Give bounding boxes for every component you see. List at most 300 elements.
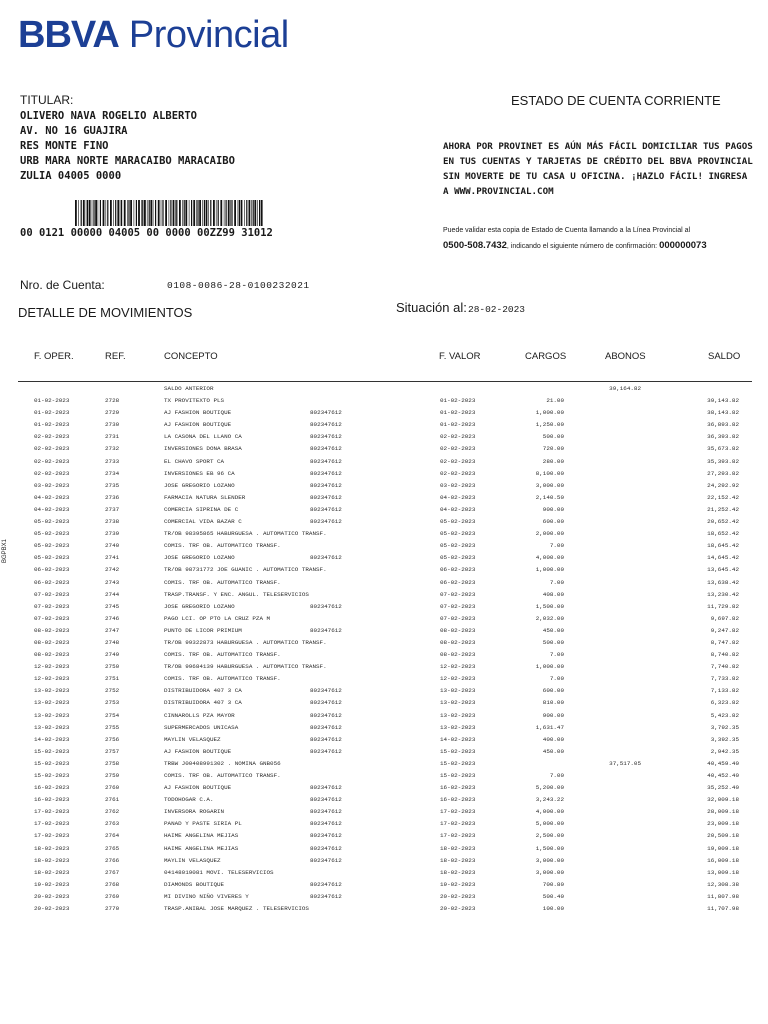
cell-cargo: 1,000.00 — [535, 409, 564, 417]
cell-ref: 2770 — [105, 905, 120, 913]
cell-concepto: TX PROVITEXTO PLS — [164, 397, 225, 405]
cell-saldo: 24,292.92 — [707, 481, 739, 489]
barcode-bar — [78, 200, 79, 226]
column-header-cargos: CARGOS — [525, 351, 567, 362]
cell-concepto: INVERSORA ROGARIN — [164, 808, 225, 816]
barcode-bar — [185, 200, 187, 226]
cell-fecha-valor: 17-02-2023 — [440, 820, 476, 828]
barcode-bar — [155, 200, 156, 226]
barcode-bar — [81, 200, 82, 226]
table-row — [0, 891, 768, 903]
cell-ref: 2769 — [105, 892, 120, 900]
barcode-bar — [106, 200, 107, 226]
cell-fecha-oper: 01-02-2023 — [34, 397, 70, 405]
table-row — [0, 722, 768, 734]
cell-saldo: 23,009.18 — [707, 820, 739, 828]
cell-cargo: 600.00 — [542, 687, 564, 695]
column-header-fecha-oper: F. OPER. — [34, 351, 74, 362]
cell-ref: 2745 — [105, 602, 120, 610]
barcode-bar — [107, 200, 108, 226]
table-row — [0, 770, 768, 782]
cell-fecha-valor: 08-02-2023 — [440, 626, 476, 634]
table-row — [0, 818, 768, 830]
cell-codigo: 802347612 — [310, 844, 342, 852]
cell-fecha-valor: 20-02-2023 — [440, 905, 476, 913]
cell-fecha-oper: 13-02-2023 — [34, 723, 70, 731]
barcode-bar — [176, 200, 177, 226]
cell-ref: 2729 — [105, 409, 120, 417]
cell-saldo: 35,393.82 — [707, 457, 739, 465]
table-row — [0, 601, 768, 613]
validate-mid-text: , indicando el siguiente número de confirmación: — [506, 243, 658, 250]
table-row — [0, 383, 768, 395]
cell-ref: 2758 — [105, 759, 120, 767]
cell-saldo: 3,792.35 — [710, 723, 739, 731]
cell-codigo: 802347612 — [310, 735, 342, 743]
cell-fecha-oper: 07-02-2023 — [34, 614, 70, 622]
cell-concepto: MAYLIN VELASQUEZ — [164, 735, 221, 743]
cell-saldo: 13,638.42 — [707, 578, 739, 586]
barcode-bar — [121, 200, 122, 226]
barcode-bar — [231, 200, 232, 226]
cell-fecha-oper: 16-02-2023 — [34, 784, 70, 792]
cell-fecha-oper: 17-02-2023 — [34, 808, 70, 816]
cell-codigo: 802347612 — [310, 493, 342, 501]
cell-fecha-oper: 05-02-2023 — [34, 554, 70, 562]
cell-concepto: SUPERMERCADOS UNICASA — [164, 723, 239, 731]
cell-concepto: MAYLIN VELASQUEZ — [164, 856, 221, 864]
validate-phone: 0500-508.7432 — [443, 240, 507, 251]
barcode-bar — [147, 200, 148, 226]
cell-fecha-valor: 01-02-2023 — [440, 421, 476, 429]
cell-cargo: 2,500.00 — [535, 832, 564, 840]
cell-saldo: 7,733.82 — [710, 675, 739, 683]
barcode-bar — [196, 200, 197, 226]
cell-concepto: DIAMONDS BOUTIQUE — [164, 880, 225, 888]
table-row — [0, 697, 768, 709]
cell-cargo: 450.00 — [542, 747, 564, 755]
table-row — [0, 443, 768, 455]
cell-concepto: TRASP.TRANSF. Y ENC. ANGUL. TELESERVICIOS — [164, 590, 309, 598]
cell-saldo: 27,293.82 — [707, 469, 739, 477]
cell-saldo: 13,230.42 — [707, 590, 739, 598]
barcode-bar — [158, 200, 160, 226]
cell-saldo: 39,143.82 — [707, 397, 739, 405]
titular-label: TITULAR: — [20, 93, 74, 107]
movements-heading: DETALLE DE MOVIMIENTOS — [18, 305, 193, 320]
cell-codigo: 802347612 — [310, 784, 342, 792]
cell-saldo: 35,252.40 — [707, 784, 739, 792]
barcode-image — [75, 200, 263, 226]
cell-abono: 37,517.05 — [609, 759, 641, 767]
cell-fecha-valor: 07-02-2023 — [440, 590, 476, 598]
barcode-bar — [184, 200, 185, 226]
cell-concepto: COMIS. TRF OB. AUTOMATICO TRANSF. — [164, 578, 281, 586]
cell-fecha-oper: 03-02-2023 — [34, 481, 70, 489]
cell-fecha-valor: 13-02-2023 — [440, 699, 476, 707]
cell-fecha-valor: 01-02-2023 — [440, 409, 476, 417]
cell-codigo: 802347612 — [310, 421, 342, 429]
barcode-bar — [115, 200, 116, 226]
barcode-bar — [93, 200, 94, 226]
cell-fecha-oper: 04-02-2023 — [34, 505, 70, 513]
cell-concepto: INVERSIONES DONA BRASA — [164, 445, 242, 453]
table-row — [0, 431, 768, 443]
table-row — [0, 540, 768, 552]
cell-saldo: 20,652.42 — [707, 518, 739, 526]
barcode-bar — [244, 200, 245, 226]
cell-fecha-oper: 02-02-2023 — [34, 457, 70, 465]
table-row — [0, 830, 768, 842]
cell-cargo: 2,032.00 — [535, 614, 564, 622]
barcode-bar — [239, 200, 240, 226]
cell-codigo: 802347612 — [310, 433, 342, 441]
cell-cargo: 7.00 — [549, 772, 564, 779]
barcode-bar — [189, 200, 190, 226]
cell-concepto: DISTRIBUIDORA 407 3 CA — [164, 687, 242, 695]
cell-concepto: JOSE GREGORIO LOZANO — [164, 481, 235, 489]
table-row — [0, 843, 768, 855]
cell-saldo: 6,323.82 — [710, 699, 739, 707]
cell-fecha-oper: 05-02-2023 — [34, 518, 70, 526]
barcode-bar — [213, 200, 215, 226]
cell-fecha-oper: 18-02-2023 — [34, 856, 70, 864]
cell-cargo: 7.00 — [549, 651, 564, 659]
holder-line: ZULIA 04005 0000 — [20, 170, 122, 182]
cell-fecha-valor: 17-02-2023 — [440, 832, 476, 840]
cell-saldo: 38,143.82 — [707, 409, 739, 417]
barcode-bar — [89, 200, 91, 226]
cell-fecha-oper: 07-02-2023 — [34, 602, 70, 610]
table-row — [0, 794, 768, 806]
cell-fecha-oper: 20-02-2023 — [34, 892, 70, 900]
cell-fecha-valor: 05-02-2023 — [440, 518, 476, 526]
cell-fecha-oper: 20-02-2023 — [34, 905, 70, 913]
validate-contact — [443, 240, 707, 251]
cell-fecha-oper: 12-02-2023 — [34, 675, 70, 683]
table-row — [0, 625, 768, 637]
table-row — [0, 613, 768, 625]
cell-ref: 2746 — [105, 614, 120, 622]
barcode-bar — [149, 200, 150, 226]
cell-ref: 2766 — [105, 856, 120, 864]
cell-fecha-valor: 02-02-2023 — [440, 457, 476, 465]
table-row — [0, 746, 768, 758]
cell-concepto: FARMACIA NATURA SLENDER — [164, 493, 246, 501]
document-title: ESTADO DE CUENTA CORRIENTE — [511, 93, 721, 108]
cell-ref: 2752 — [105, 687, 120, 695]
cell-concepto: COMIS. TRF OB. AUTOMATICO TRANSF. — [164, 542, 281, 550]
promo-message: AHORA POR PROVINET ES AÚN MÁS FÁCIL DOMICILIAR TUS PAGOS EN TUS CUENTAS Y TARJETAS DE CRÉDITO DEL BBVA PROVINCIAL SIN MOVERTE DE TU CASA U OFICINA. ¡HAZLO FÁCIL! INGRESA A WWW.PROVINCIAL.COM — [443, 141, 753, 197]
cell-fecha-oper: 16-02-2023 — [34, 796, 70, 804]
barcode-bar — [206, 200, 208, 226]
cell-fecha-oper: 19-02-2023 — [34, 880, 70, 888]
barcode-bar — [182, 200, 183, 226]
cell-fecha-oper: 15-02-2023 — [34, 772, 70, 779]
cell-fecha-oper: 07-02-2023 — [34, 590, 70, 598]
barcode-bar — [251, 200, 252, 226]
barcode-bar — [199, 200, 201, 226]
cell-codigo: 802347612 — [310, 518, 342, 526]
table-row — [0, 879, 768, 891]
cell-fecha-valor: 13-02-2023 — [440, 687, 476, 695]
cell-fecha-oper: 01-02-2023 — [34, 421, 70, 429]
bank-logo: BBVA Provincial — [18, 14, 289, 56]
cell-codigo: 802347612 — [310, 820, 342, 828]
cell-fecha-valor: 13-02-2023 — [440, 711, 476, 719]
cell-ref: 2762 — [105, 808, 120, 816]
cell-fecha-valor: 16-02-2023 — [440, 784, 476, 792]
cell-codigo: 802347612 — [310, 457, 342, 465]
table-row — [0, 661, 768, 673]
cell-fecha-oper: 08-02-2023 — [34, 638, 70, 646]
cell-concepto: TRASP.ANIBAL JOSE MARQUEZ . TELESERVICIOS — [164, 905, 309, 913]
barcode-bar — [144, 200, 146, 226]
table-row — [0, 577, 768, 589]
cell-fecha-valor: 08-02-2023 — [440, 638, 476, 646]
cell-fecha-oper: 18-02-2023 — [34, 844, 70, 852]
barcode-bar — [83, 200, 85, 226]
cell-cargo: 500.00 — [542, 638, 564, 646]
cell-codigo: 802347612 — [310, 808, 342, 816]
cell-saldo: 28,009.18 — [707, 808, 739, 816]
barcode-bar — [226, 200, 227, 226]
barcode-bar — [127, 200, 128, 226]
cell-fecha-valor: 15-02-2023 — [440, 747, 476, 755]
cell-fecha-oper: 13-02-2023 — [34, 699, 70, 707]
table-row — [0, 637, 768, 649]
cell-saldo: 7,133.82 — [710, 687, 739, 695]
cell-cargo: 2,000.00 — [535, 530, 564, 538]
column-header-concepto: CONCEPTO — [164, 351, 218, 362]
cell-cargo: 7.00 — [549, 675, 564, 683]
cell-saldo: 12,308.38 — [707, 880, 739, 888]
barcode-bar — [210, 200, 211, 226]
cell-ref: 2735 — [105, 481, 120, 489]
cell-ref: 2761 — [105, 796, 120, 804]
cell-saldo: 40,452.40 — [707, 772, 739, 779]
cell-fecha-valor: 02-02-2023 — [440, 445, 476, 453]
table-row — [0, 855, 768, 867]
cell-saldo: 14,645.42 — [707, 554, 739, 562]
table-row — [0, 758, 768, 770]
confirmation-code: 000000073 — [659, 240, 707, 251]
barcode-number: 00 0121 00000 04005 00 0000 00ZZ99 31012 — [20, 227, 273, 239]
cell-concepto: AJ FASHION BOUTIQUE — [164, 421, 232, 429]
cell-fecha-oper: 17-02-2023 — [34, 832, 70, 840]
cell-saldo: 2,942.35 — [710, 747, 739, 755]
barcode-bar — [204, 200, 205, 226]
account-number: 0108-0086-28-0100232021 — [167, 280, 310, 291]
barcode-bar — [98, 200, 99, 226]
cell-concepto: EL CHAVO SPORT CA — [164, 457, 225, 465]
table-row — [0, 589, 768, 601]
cell-fecha-valor: 14-02-2023 — [440, 735, 476, 743]
barcode-bar — [191, 200, 192, 226]
cell-cargo: 3,000.00 — [535, 868, 564, 876]
barcode-bar — [95, 200, 97, 226]
cell-saldo: 8,740.82 — [710, 651, 739, 659]
cell-concepto: DISTRIBUIDORA 407 3 CA — [164, 699, 242, 707]
cell-ref: 2748 — [105, 638, 120, 646]
cell-ref: 2768 — [105, 880, 120, 888]
cell-concepto: SALDO ANTERIOR — [164, 385, 214, 392]
cell-fecha-valor: 01-02-2023 — [440, 397, 476, 405]
cell-cargo: 900.00 — [542, 505, 564, 513]
cell-saldo: 18,652.42 — [707, 530, 739, 538]
barcode-bar — [238, 200, 239, 226]
cell-fecha-valor: 05-02-2023 — [440, 542, 476, 550]
table-row — [0, 564, 768, 576]
cell-fecha-oper: 13-02-2023 — [34, 711, 70, 719]
cell-ref: 2731 — [105, 433, 120, 441]
barcode-bar — [259, 200, 260, 226]
cell-ref: 2755 — [105, 723, 120, 731]
header-divider — [18, 381, 752, 382]
barcode-bar — [202, 200, 203, 226]
cell-fecha-oper: 15-02-2023 — [34, 759, 70, 767]
barcode-bar — [87, 200, 88, 226]
holder-address — [20, 109, 235, 184]
cell-concepto: AJ FASHION BOUTIQUE — [164, 747, 232, 755]
cell-ref: 2749 — [105, 651, 120, 659]
barcode-bar — [103, 200, 105, 226]
cell-ref: 2728 — [105, 397, 120, 405]
barcode-bar — [75, 200, 77, 226]
barcode-bar — [110, 200, 112, 226]
cell-fecha-valor: 07-02-2023 — [440, 614, 476, 622]
barcode-bar — [218, 200, 219, 226]
cell-concepto: COMIS. TRF OB. AUTOMATICO TRANSF. — [164, 675, 281, 683]
cell-saldo: 8,747.82 — [710, 638, 739, 646]
barcode-bar — [141, 200, 142, 226]
cell-concepto: INVERSIONES EB 96 CA — [164, 469, 235, 477]
cell-ref: 2757 — [105, 747, 120, 755]
cell-codigo: 802347612 — [310, 554, 342, 562]
barcode-bar — [86, 200, 87, 226]
status-date: 28-02-2023 — [468, 304, 526, 315]
cell-fecha-oper: 14-02-2023 — [34, 735, 70, 743]
cell-saldo: 7,740.82 — [710, 663, 739, 671]
column-header-saldo: SALDO — [708, 351, 741, 362]
cell-fecha-valor: 04-02-2023 — [440, 493, 476, 501]
cell-concepto: COMERCIAL VIDA BAZAR C — [164, 518, 242, 526]
cell-cargo: 450.00 — [542, 626, 564, 634]
cell-concepto: TR/OB 98395865 HABURGUESA . AUTOMATICO TRANSF. — [164, 530, 327, 538]
cell-ref: 2744 — [105, 590, 120, 598]
cell-fecha-valor: 05-02-2023 — [440, 554, 476, 562]
cell-cargo: 1,631.47 — [535, 723, 564, 731]
table-row — [0, 492, 768, 504]
cell-fecha-valor: 18-02-2023 — [440, 868, 476, 876]
barcode-bar — [208, 200, 209, 226]
cell-fecha-oper: 15-02-2023 — [34, 747, 70, 755]
cell-ref: 2736 — [105, 493, 120, 501]
cell-saldo: 9,247.82 — [710, 626, 739, 634]
cell-saldo: 11,807.98 — [707, 892, 739, 900]
cell-cargo: 2,140.50 — [535, 493, 564, 501]
cell-ref: 2767 — [105, 868, 120, 876]
cell-concepto: COMIS. TRF OB. AUTOMATICO TRANSF. — [164, 772, 281, 779]
cell-ref: 2738 — [105, 518, 120, 526]
table-row — [0, 552, 768, 564]
cell-fecha-valor: 19-02-2023 — [440, 880, 476, 888]
cell-codigo: 802347612 — [310, 711, 342, 719]
table-row — [0, 673, 768, 685]
cell-saldo: 36,393.82 — [707, 433, 739, 441]
barcode-bar — [261, 200, 263, 226]
cell-codigo: 802347612 — [310, 505, 342, 513]
barcode-bar — [175, 200, 176, 226]
cell-fecha-oper: 02-02-2023 — [34, 445, 70, 453]
holder-line: RES MONTE FINO — [20, 140, 109, 152]
cell-saldo: 18,645.42 — [707, 542, 739, 550]
barcode-bar — [216, 200, 217, 226]
cell-cargo: 900.00 — [542, 711, 564, 719]
cell-fecha-valor: 12-02-2023 — [440, 663, 476, 671]
cell-fecha-oper: 08-02-2023 — [34, 626, 70, 634]
cell-cargo: 1,500.00 — [535, 844, 564, 852]
barcode-bar — [241, 200, 243, 226]
table-row — [0, 516, 768, 528]
cell-cargo: 700.80 — [542, 880, 564, 888]
cell-codigo: 802347612 — [310, 687, 342, 695]
cell-saldo: 3,392.35 — [710, 735, 739, 743]
cell-ref: 2730 — [105, 421, 120, 429]
cell-concepto: PANAD Y PASTE SIRIA PL — [164, 820, 242, 828]
cell-cargo: 600.00 — [542, 518, 564, 526]
barcode-bar — [138, 200, 140, 226]
cell-fecha-valor: 17-02-2023 — [440, 808, 476, 816]
cell-codigo: 802347612 — [310, 409, 342, 417]
cell-fecha-valor: 12-02-2023 — [440, 675, 476, 683]
cell-cargo: 3,243.22 — [535, 796, 564, 804]
cell-fecha-valor: 08-02-2023 — [440, 651, 476, 659]
table-row — [0, 806, 768, 818]
cell-cargo: 7.00 — [549, 578, 564, 586]
table-row — [0, 419, 768, 431]
cell-ref: 2742 — [105, 566, 120, 574]
table-row — [0, 456, 768, 468]
cell-fecha-valor: 15-02-2023 — [440, 759, 476, 767]
cell-fecha-valor: 13-02-2023 — [440, 723, 476, 731]
cell-fecha-valor: 02-02-2023 — [440, 433, 476, 441]
barcode-bar — [153, 200, 154, 226]
cell-concepto: TR/OB 99684139 HABURGUESA . AUTOMATICO TRANSF. — [164, 663, 327, 671]
cell-concepto: PUNTO DE LICOR PRIMIUM — [164, 626, 242, 634]
table-row — [0, 710, 768, 722]
cell-fecha-oper: 04-02-2023 — [34, 493, 70, 501]
cell-fecha-valor: 02-02-2023 — [440, 469, 476, 477]
cell-codigo: 802347612 — [310, 747, 342, 755]
cell-codigo: 802347612 — [310, 445, 342, 453]
cell-codigo: 802347612 — [310, 880, 342, 888]
cell-ref: 2737 — [105, 505, 120, 513]
cell-fecha-oper: 06-02-2023 — [34, 566, 70, 574]
barcode-bar — [246, 200, 247, 226]
cell-codigo: 802347612 — [310, 856, 342, 864]
movements-table — [0, 383, 768, 915]
barcode-bar — [220, 200, 222, 226]
barcode-bar — [142, 200, 143, 226]
barcode-bar — [117, 200, 119, 226]
cell-ref: 2739 — [105, 530, 120, 538]
table-row — [0, 395, 768, 407]
barcode-bar — [113, 200, 114, 226]
cell-ref: 2764 — [105, 832, 120, 840]
cell-concepto: 04148019081 MOVI. TELESERVICIOS — [164, 868, 274, 876]
cell-cargo: 1,000.00 — [535, 566, 564, 574]
